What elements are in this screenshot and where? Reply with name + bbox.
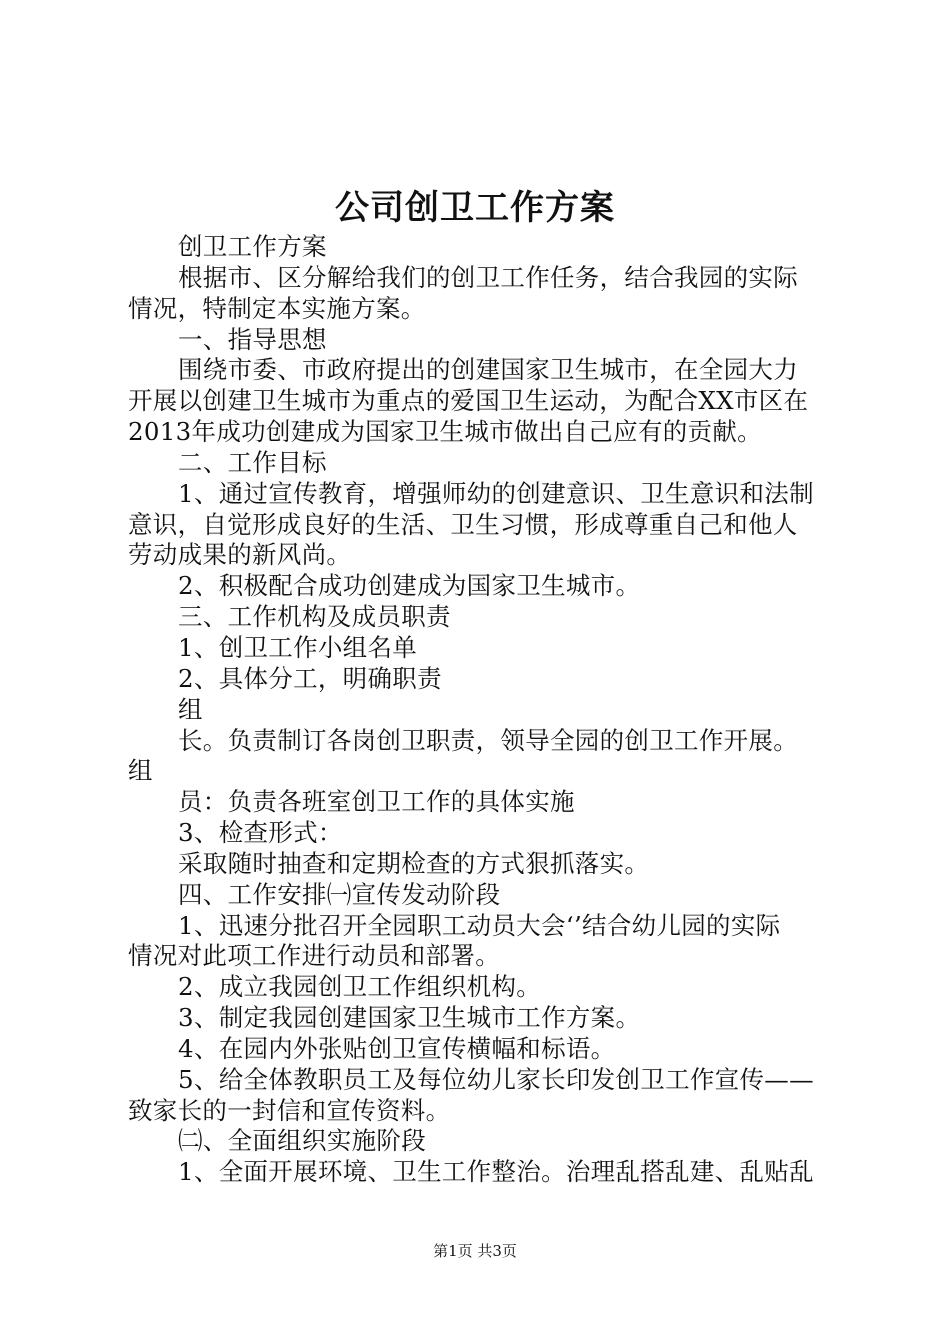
text-line: 2、积极配合成功创建成为国家卫生城市。: [178, 571, 641, 601]
text-line: 3、制定我园创建国家卫生城市工作方案。: [178, 1003, 641, 1033]
text-line: ㈡、全面组织实施阶段: [178, 1126, 426, 1156]
text-line: 四、工作安排㈠宣传发动阶段: [178, 879, 501, 909]
text-line: 意识，自觉形成良好的生活、卫生习惯，形成尊重自己和他人: [128, 509, 798, 539]
page-footer: 第1页 共3页: [433, 1242, 517, 1260]
text-line: 1、通过宣传教育，增强师幼的创建意识、卫生意识和法制: [178, 478, 814, 508]
text-line: 1、全面开展环境、卫生工作整治。治理乱搭乱建、乱贴乱: [178, 1157, 814, 1187]
text-line: 3、检查形式：: [178, 818, 343, 848]
text-line: 1、迅速分批召开全园职工动员大会‘’结合幼儿园的实际: [178, 910, 781, 940]
text-line: 二、工作目标: [178, 447, 327, 477]
text-line: 围绕市委、市政府提出的创建国家卫生城市，在全园大力: [178, 355, 798, 385]
text-line: 致家长的一封信和宣传资料。: [128, 1095, 451, 1125]
text-line: 情况对此项工作进行动员和部署。: [128, 941, 500, 971]
text-line: 长。负责制订各岗创卫职责，领导全园的创卫工作开展。: [178, 725, 798, 755]
text-line: 创卫工作方案: [178, 232, 327, 261]
text-line: 2、成立我园创卫工作组织机构。: [178, 972, 542, 1002]
text-line: 劳动成果的新风尚。: [128, 540, 352, 570]
text-line: 员：负责各班室创卫工作的具体实施: [178, 787, 575, 817]
text-line: 三、工作机构及成员职责: [178, 602, 451, 632]
text-line: 一、指导思想: [178, 324, 327, 354]
text-line: 4、在园内外张贴创卫宣传横幅和标语。: [178, 1033, 616, 1063]
text-line: 5、给全体教职员工及每位幼儿家长印发创卫工作宣传——: [178, 1064, 814, 1094]
text-line: 2013年成功创建成为国家卫生城市做出自己应有的贡献。: [128, 417, 762, 447]
text-line: 2、具体分工，明确职责: [178, 663, 442, 693]
text-line: 情况，特制定本实施方案。: [128, 293, 426, 323]
text-line: 组: [178, 694, 203, 724]
text-line: 根据市、区分解给我们的创卫工作任务，结合我园的实际: [178, 262, 798, 292]
text-line: 组: [128, 756, 153, 786]
text-line: 1、创卫工作小组名单: [178, 632, 418, 662]
text-line: 开展以创建卫生城市为重点的爱国卫生运动，为配合XX市区在: [128, 386, 809, 416]
document-title: 公司创卫工作方案: [335, 188, 615, 228]
document-body: [128, 232, 828, 1188]
text-line: 采取随时抽查和定期检查的方式狠抓落实。: [178, 848, 650, 878]
